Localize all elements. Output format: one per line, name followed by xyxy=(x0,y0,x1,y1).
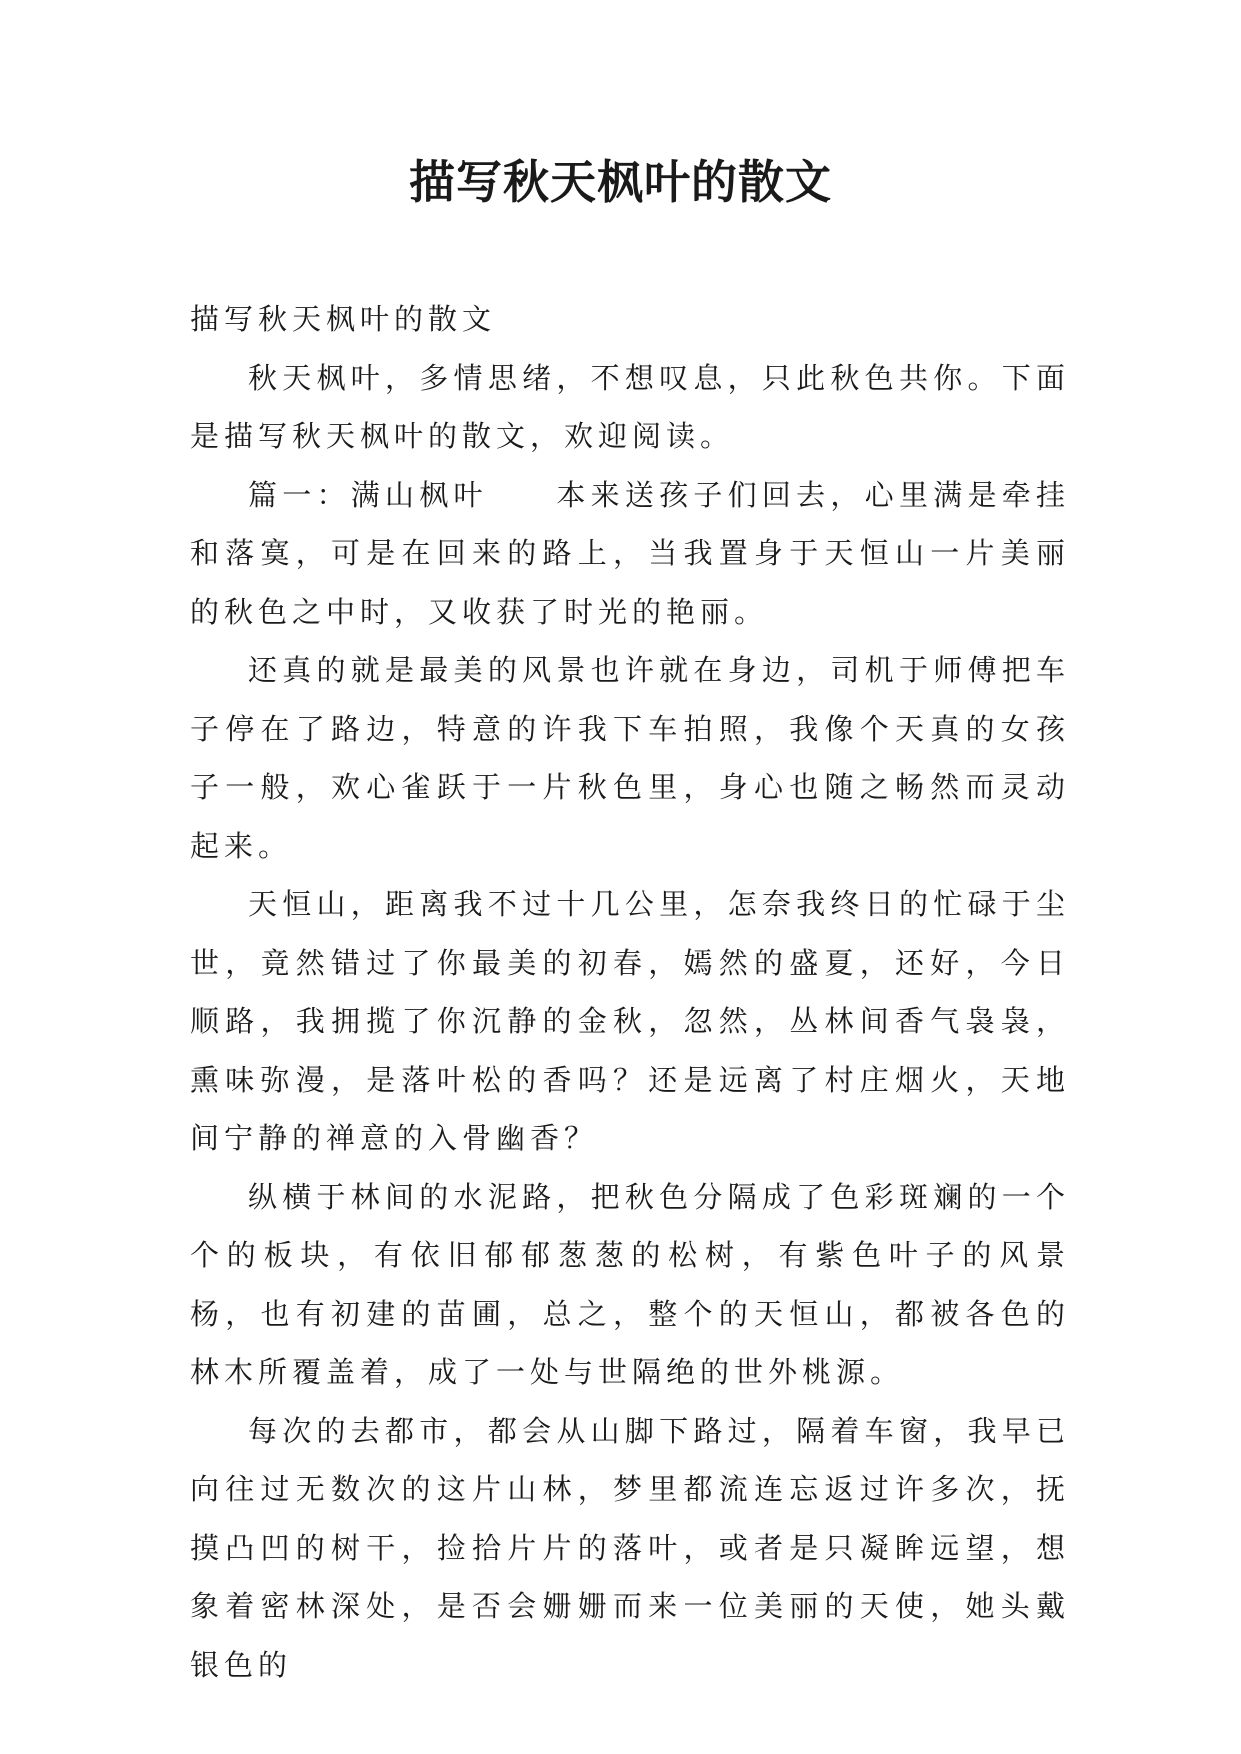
paragraph-chapter-one: 篇一：满山枫叶 本来送孩子们回去，心里满是牵挂和落寞，可是在回来的路上，当我置身于天恒山一片美丽的秋色之中时，又收获了时光的艳丽。 xyxy=(190,477,1070,629)
paragraph-cement-road: 纵横于林间的水泥路，把秋色分隔成了色彩斑斓的一个个的板块，有依旧郁郁葱葱的松树，有紫色叶子的风景杨，也有初建的苗圃，总之，整个的天恒山，都被各色的林木所覆盖着，成了一处与世隔绝的世外桃源。 xyxy=(190,1179,1070,1389)
paragraph-city-trips: 每次的去都市，都会从山脚下路过，隔着车窗，我早已向往过无数次的这片山林，梦里都流连忘返过许多次，抚摸凸凹的树干，捡拾片片的落叶，或者是只凝眸远望，想象着密林深处，是否会姗姗而来一位美丽的天使，她头戴银色的 xyxy=(190,1413,1070,1682)
document-body xyxy=(190,290,1070,1694)
document-title: 描写秋天枫叶的散文 xyxy=(409,155,832,209)
paragraph-intro: 秋天枫叶，多情思绪，不想叹息，只此秋色共你。下面是描写秋天枫叶的散文，欢迎阅读。 xyxy=(190,360,1070,453)
paragraph-scenery: 还真的就是最美的风景也许就在身边，司机于师傅把车子停在了路边，特意的许我下车拍照，我像个天真的女孩子一般，欢心雀跃于一片秋色里，身心也随之畅然而灵动起来。 xyxy=(190,653,1070,863)
paragraph-tianheng-mountain: 天恒山，距离我不过十几公里，怎奈我终日的忙碌于尘世，竟然错过了你最美的初春，嫣然的盛夏，还好，今日顺路，我拥揽了你沉静的金秋，忽然，丛林间香气袅袅，熏味弥漫，是落叶松的香吗？还是远离了村庄烟火，天地间宁静的禅意的入骨幽香？ xyxy=(190,887,1070,1155)
document-subtitle: 描写秋天枫叶的散文 xyxy=(190,302,497,336)
